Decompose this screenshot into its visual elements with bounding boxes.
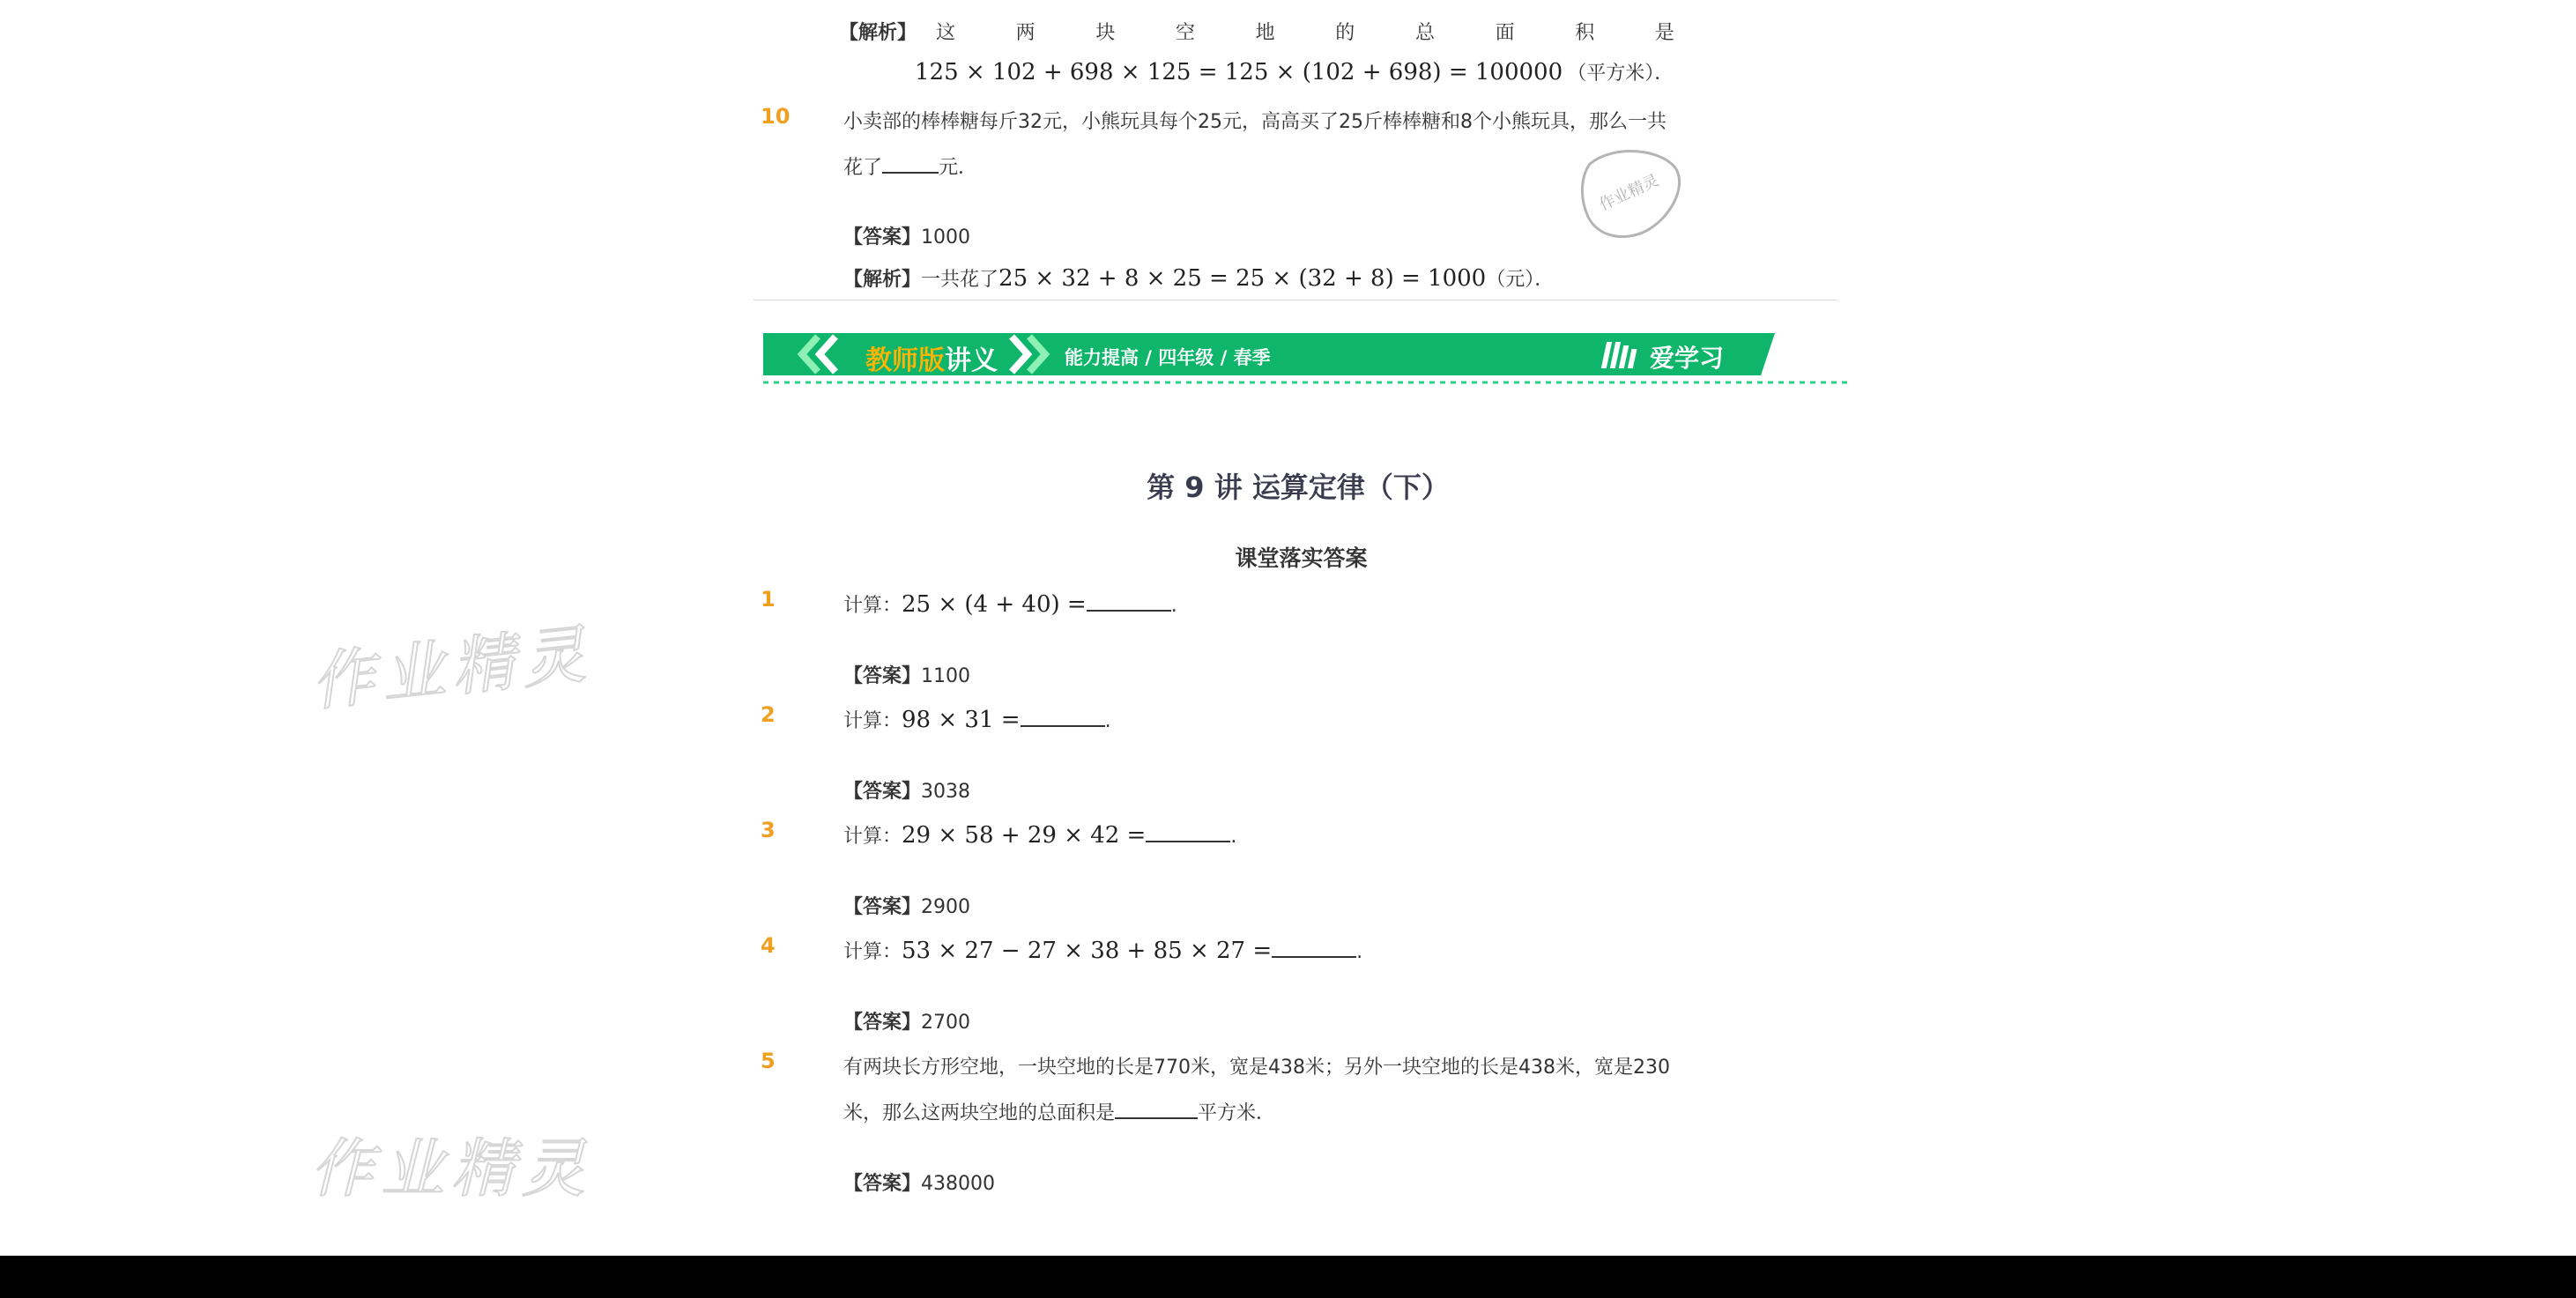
lecture-title-wrap [0, 465, 2576, 506]
banner-title: 教师版讲义 [865, 345, 998, 376]
analysis-char: 这 [936, 22, 956, 44]
banner-breadcrumb: 能力提高 / 四年级 / 春季 [1065, 347, 1271, 368]
question-number: 5 [761, 1049, 776, 1073]
question-text: 计算：53 × 27 − 27 × 38 + 85 × 27 = . [843, 935, 1362, 964]
answer-label: 【答案】 [843, 1173, 922, 1195]
analysis-label: 【解析】 [843, 269, 922, 291]
analysis-unit: （平方米）． [1567, 63, 1674, 85]
prev-analysis-line [839, 18, 917, 45]
question-number: 4 [761, 933, 776, 958]
watermark: 作业精灵 [310, 1131, 593, 1205]
answer-value: 438000 [921, 1173, 995, 1195]
question-text: 计算：98 × 31 = . [843, 704, 1111, 733]
answer-label: 【答案】 [843, 1012, 922, 1034]
analysis-char: 是 [1654, 22, 1674, 44]
question-text: 小卖部的棒棒糖每斤32元，小熊玩具每个25元，高高买了25斤棒棒糖和8个小熊玩具，那么一共 [843, 111, 1667, 133]
question-text: 计算：29 × 58 + 29 × 42 = . [843, 820, 1236, 849]
analysis-char: 空 [1175, 22, 1195, 44]
lecture-title: 第 9 讲 运算定律（下） [1147, 471, 1450, 504]
section-title-wrap [0, 541, 2576, 573]
analysis-label: 【解析】 [839, 22, 917, 44]
watermark: 作业精灵 [308, 616, 597, 720]
answer-label: 【答案】 [843, 665, 922, 687]
answer-label: 【答案】 [843, 896, 922, 918]
answer-row [843, 892, 970, 919]
answer-blank [1272, 935, 1356, 958]
analysis-row: 【解析】一共花了25 × 32 + 8 × 25 = 25 × (32 + 8) = 1000（元）． [843, 265, 1555, 292]
question-number: 2 [761, 702, 776, 727]
question-text: 有两块长方形空地，一块空地的长是770米，宽是438米；另外一块空地的长是438米，宽是230 [843, 1057, 1670, 1079]
section-title: 课堂落实答案 [1235, 545, 1368, 571]
question-text-line2: 花了 元． [843, 151, 977, 180]
answer-row [843, 1007, 970, 1035]
answer-label: 【答案】 [843, 781, 922, 803]
stamp-logo [1578, 143, 1685, 245]
question-formula: 53 × 27 − 27 × 38 + 85 × 27 = [902, 938, 1273, 964]
question-formula: 98 × 31 = [902, 707, 1021, 733]
analysis-formula-row [915, 58, 1674, 85]
analysis-char: 两 [1015, 22, 1036, 44]
brand-name: 爱学习 [1650, 344, 1725, 373]
analysis-char: 地 [1255, 22, 1275, 44]
answer-row [843, 661, 970, 688]
question-text-line2: 米，那么这两块空地的总面积是 平方米． [843, 1096, 1275, 1125]
stamp-icon [1578, 143, 1685, 241]
answer-value: 2700 [921, 1012, 971, 1034]
analysis-spread-text [936, 18, 1674, 45]
answer-blank [1146, 820, 1230, 842]
answer-value: 2900 [921, 896, 971, 918]
question-number: 10 [761, 104, 791, 129]
analysis-formula: 125 × 102 + 698 × 125 = 125 × (102 + 698) = 100000 [915, 59, 1563, 85]
answer-value: 1000 [921, 226, 971, 248]
analysis-char: 总 [1414, 22, 1435, 44]
question-number: 3 [761, 818, 776, 842]
analysis-char: 块 [1095, 22, 1116, 44]
answer-value: 1100 [921, 665, 971, 687]
answer-blank [1021, 704, 1105, 727]
analysis-char: 积 [1575, 22, 1595, 44]
answer-blank [1115, 1096, 1198, 1119]
svg-text:作业精灵: 作业精灵 [1596, 171, 1662, 215]
question-formula: 29 × 58 + 29 × 42 = [902, 822, 1147, 849]
analysis-char: 的 [1335, 22, 1355, 44]
answer-value: 3038 [921, 781, 971, 803]
analysis-char: 面 [1495, 22, 1515, 44]
answer-blank [1087, 589, 1171, 612]
answer-label: 【答案】 [843, 226, 922, 248]
answer-row [843, 776, 970, 804]
answer-row [843, 1168, 995, 1196]
question-text: 计算：25 × (4 + 40) = . [843, 589, 1177, 618]
analysis-formula: 25 × 32 + 8 × 25 = 25 × (32 + 8) = 1000 [998, 265, 1487, 292]
bottom-bar [0, 1256, 2576, 1298]
answer-blank [882, 151, 939, 174]
question-formula: 25 × (4 + 40) = [902, 591, 1087, 618]
answer-row [843, 222, 970, 249]
question-number: 1 [761, 587, 776, 612]
